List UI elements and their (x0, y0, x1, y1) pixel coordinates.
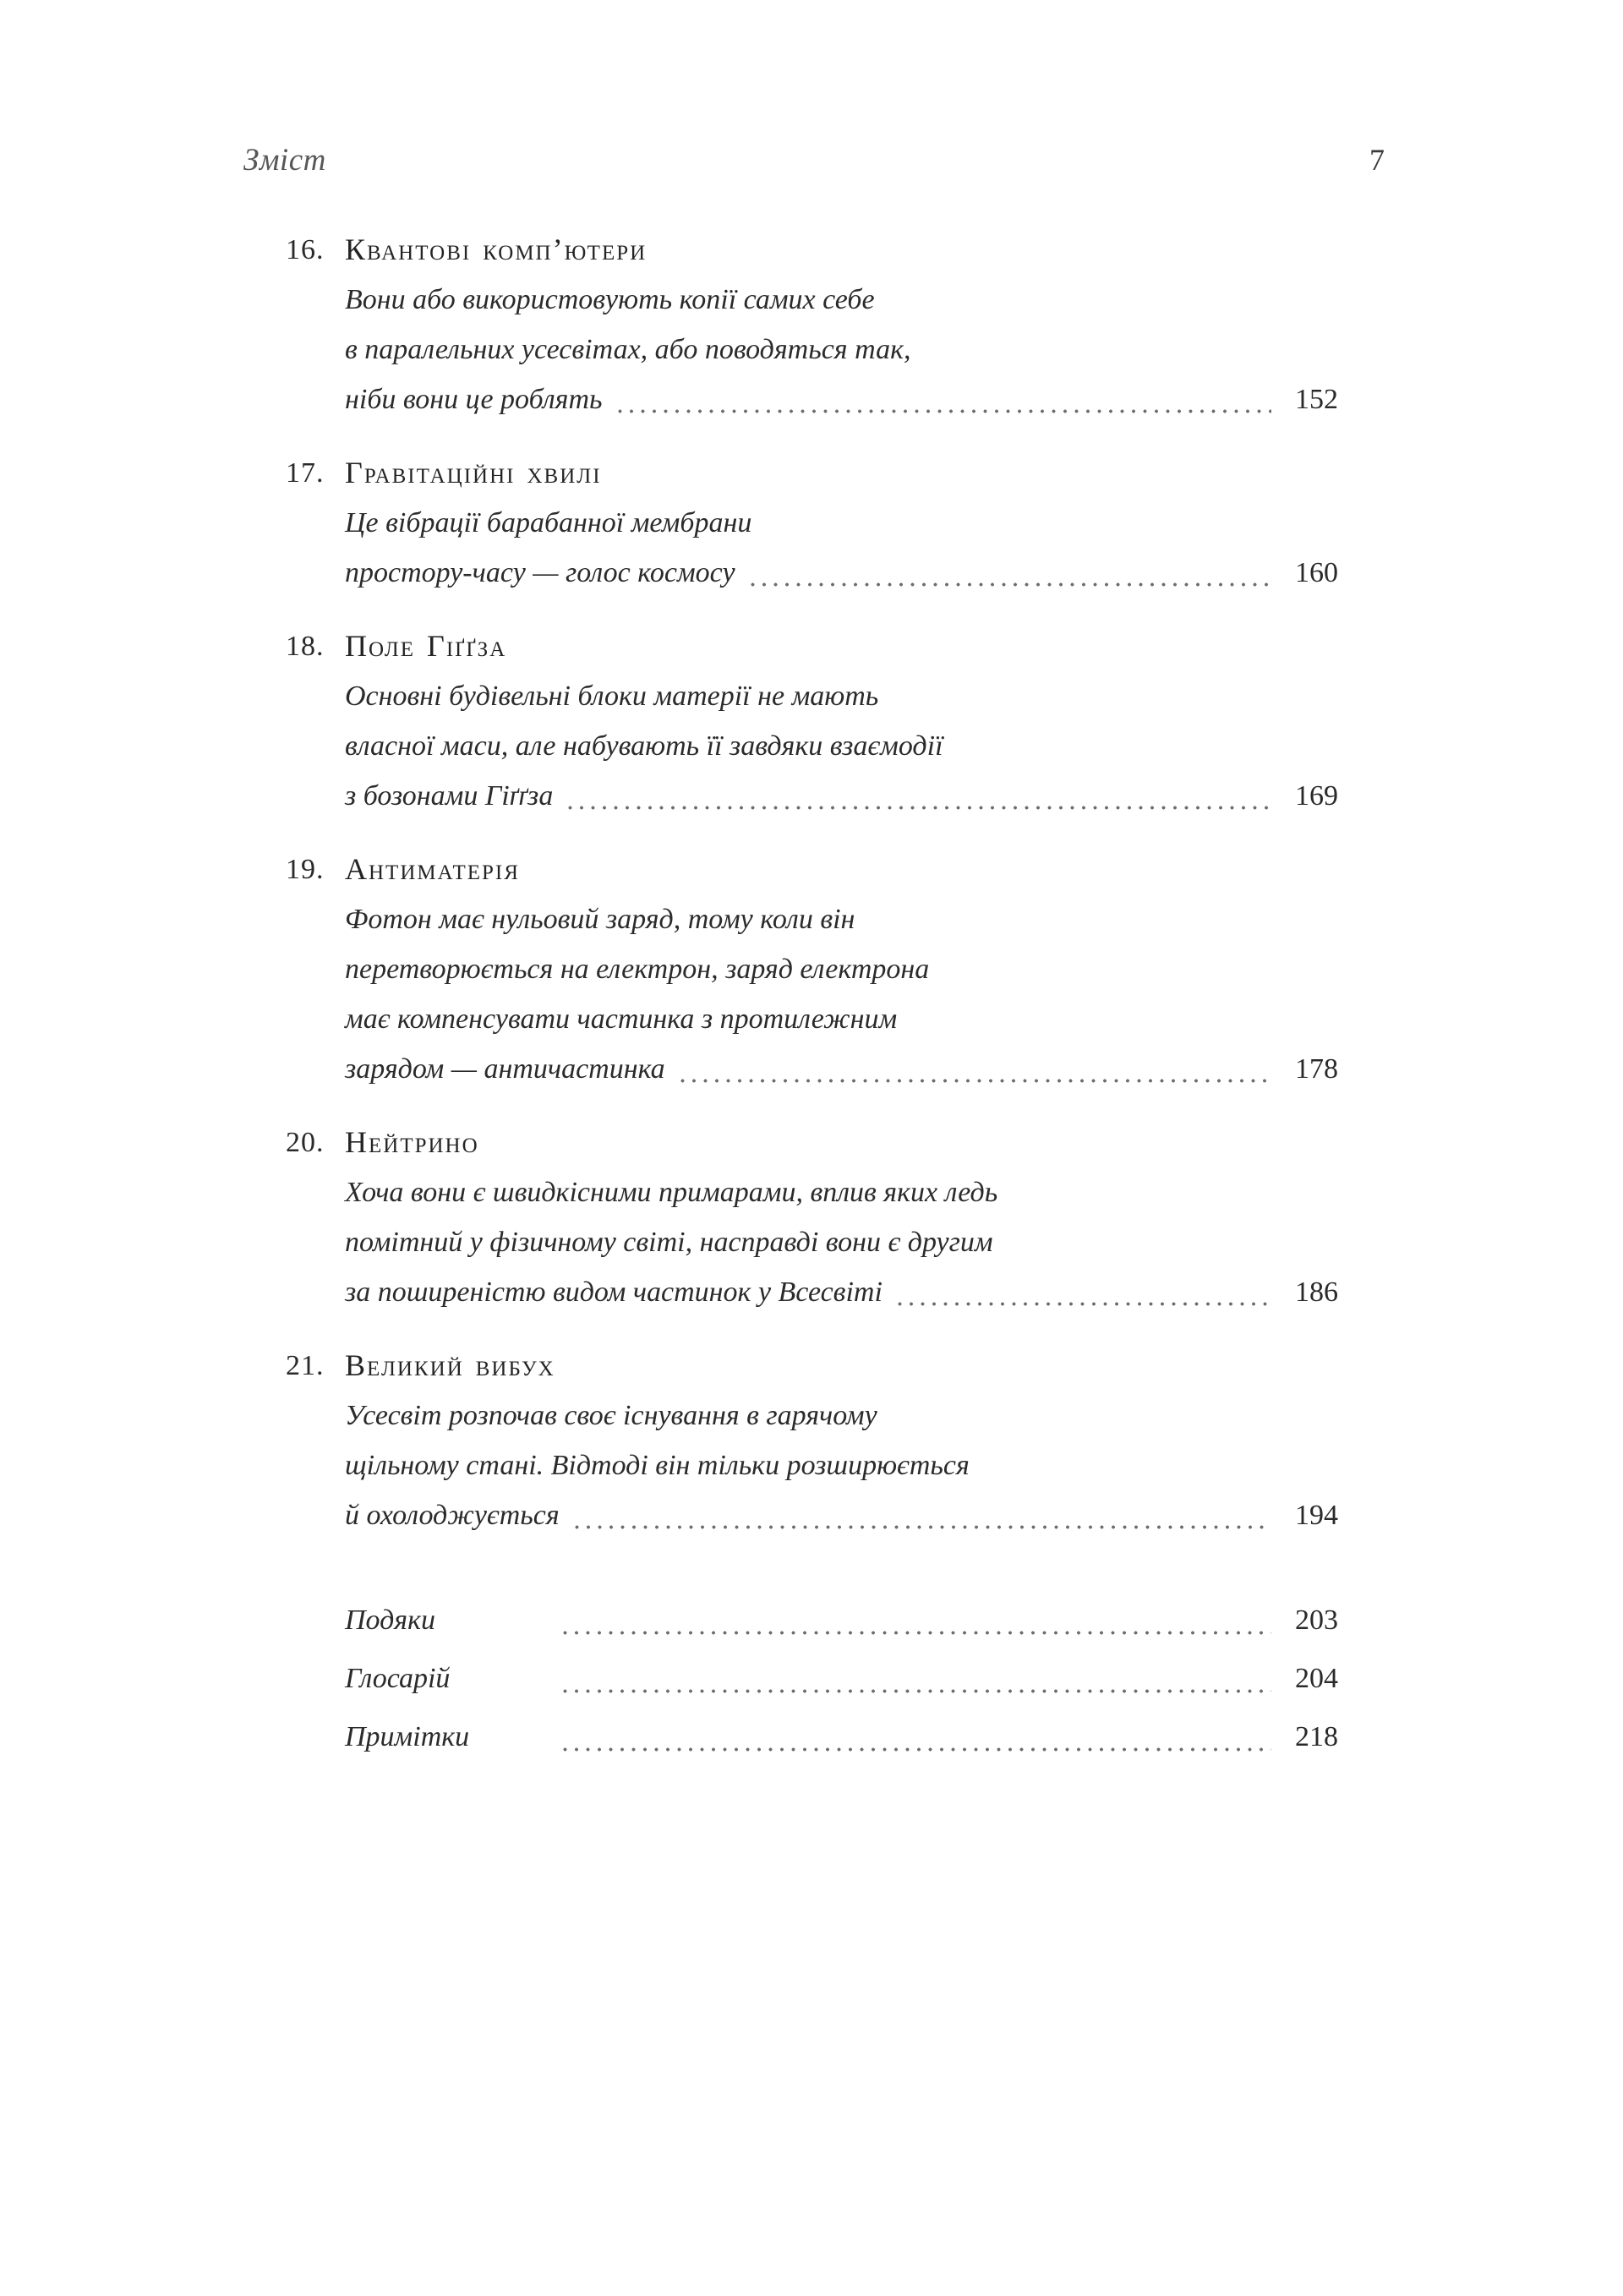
chapter-page-number: 194 (1295, 1500, 1338, 1531)
chapter-description-line: Усесвіт розпочав своє існування в гарячому (345, 1400, 877, 1431)
dot-leader (548, 1708, 1295, 1766)
chapter-description-line: простору-часу — голос космосу (345, 557, 735, 588)
chapter-heading (286, 225, 1338, 275)
chapter-title: Нейтрино (345, 1125, 479, 1159)
chapter-description-line: ніби вони це роблять (345, 384, 603, 415)
chapter-description-line: має компенсувати частинка з протилежним (345, 1003, 898, 1035)
back-matter-row (345, 1591, 1338, 1649)
chapter-title: Гравітаційні хвилі (345, 456, 602, 489)
chapter-toc-row (345, 548, 1338, 598)
running-title: Зміст (243, 143, 326, 178)
chapter-title: Антиматерія (345, 852, 520, 886)
chapter-toc-row (345, 1267, 1338, 1317)
chapter-description-line: Вони або використовують копії самих себе (345, 284, 875, 315)
chapter-description-line: зарядом — античастинка (345, 1053, 665, 1085)
chapter-toc-row (345, 374, 1338, 424)
chapter-number: 17. (286, 457, 325, 489)
chapter-heading (286, 621, 1338, 671)
chapter-description-line: Фотон має нульовий заряд, тому коли він (345, 904, 855, 935)
dot-leader (560, 1490, 1295, 1540)
chapter-description-line: Хоча вони є швидкісними примарами, вплив яких ледь (345, 1177, 998, 1208)
chapter-number: 18. (286, 631, 325, 662)
chapter-title: Великий вибух (345, 1348, 555, 1382)
dot-leader (548, 1649, 1295, 1708)
chapter-page-number: 169 (1295, 780, 1338, 812)
chapter-page-number: 186 (1295, 1276, 1338, 1308)
chapter-page-number: 178 (1295, 1053, 1338, 1085)
toc-entry (0, 1118, 1338, 1317)
back-matter-label: Примітки (345, 1721, 470, 1752)
dot-leader (883, 1267, 1295, 1317)
back-matter-row (345, 1708, 1338, 1766)
running-header (243, 142, 1385, 178)
chapter-page-number: 152 (1295, 384, 1338, 415)
chapter-description-line: помітний у фізичному світі, насправді вони є другим (345, 1227, 993, 1258)
toc-entry (0, 845, 1338, 1094)
chapter-title: Поле Гіґґза (345, 629, 507, 663)
chapter-heading (286, 1341, 1338, 1391)
chapter-description-line: в паралельних усесвітах, або поводяться так, (345, 334, 911, 365)
chapter-description-line: з бозонами Гіґґза (345, 780, 554, 812)
chapter-description-line: власної маси, але набувають її завдяки взаємодії (345, 730, 943, 762)
chapter-toc-row (345, 1044, 1338, 1094)
chapter-heading (286, 845, 1338, 894)
toc-entry (0, 448, 1338, 598)
chapter-heading (286, 448, 1338, 498)
chapter-page-number: 160 (1295, 557, 1338, 588)
chapter-number: 20. (286, 1127, 325, 1158)
back-matter-page-number: 204 (1295, 1663, 1338, 1694)
folio-page-number: 7 (1369, 143, 1385, 177)
chapter-description-line: й охолоджується (345, 1500, 560, 1531)
chapter-description-line: Це вібрації барабанної мембрани (345, 507, 752, 538)
chapter-description-line: щільному стані. Відтоді він тільки розширюється (345, 1450, 970, 1481)
chapter-heading (286, 1118, 1338, 1167)
dot-leader (735, 548, 1295, 598)
chapter-toc-row (345, 771, 1338, 821)
chapter-description-line: Основні будівельні блоки матерії не мають (345, 681, 879, 712)
chapter-number: 19. (286, 854, 325, 885)
back-matter-label: Подяки (345, 1604, 436, 1636)
dot-leader (553, 771, 1295, 821)
toc-list (0, 225, 1338, 1540)
back-matter-list (0, 1591, 1338, 1766)
chapter-number: 16. (286, 234, 325, 265)
chapter-description-line: за поширеністю видом частинок у Всесвіті (345, 1276, 883, 1308)
toc-entry (0, 621, 1338, 821)
chapter-title: Квантові комп’ютери (345, 232, 648, 266)
dot-leader (548, 1591, 1295, 1649)
chapter-description-line: перетворюється на електрон, заряд електрона (345, 954, 930, 985)
back-matter-page-number: 218 (1295, 1721, 1338, 1752)
toc-entry (0, 1341, 1338, 1540)
chapter-number: 21. (286, 1350, 325, 1381)
dot-leader (603, 374, 1296, 424)
back-matter-label: Глосарій (345, 1663, 451, 1694)
dot-leader (665, 1044, 1295, 1094)
chapter-toc-row (345, 1490, 1338, 1540)
back-matter-row (345, 1649, 1338, 1708)
back-matter-page-number: 203 (1295, 1604, 1338, 1636)
toc-entry (0, 225, 1338, 424)
table-of-contents (0, 225, 1338, 1766)
